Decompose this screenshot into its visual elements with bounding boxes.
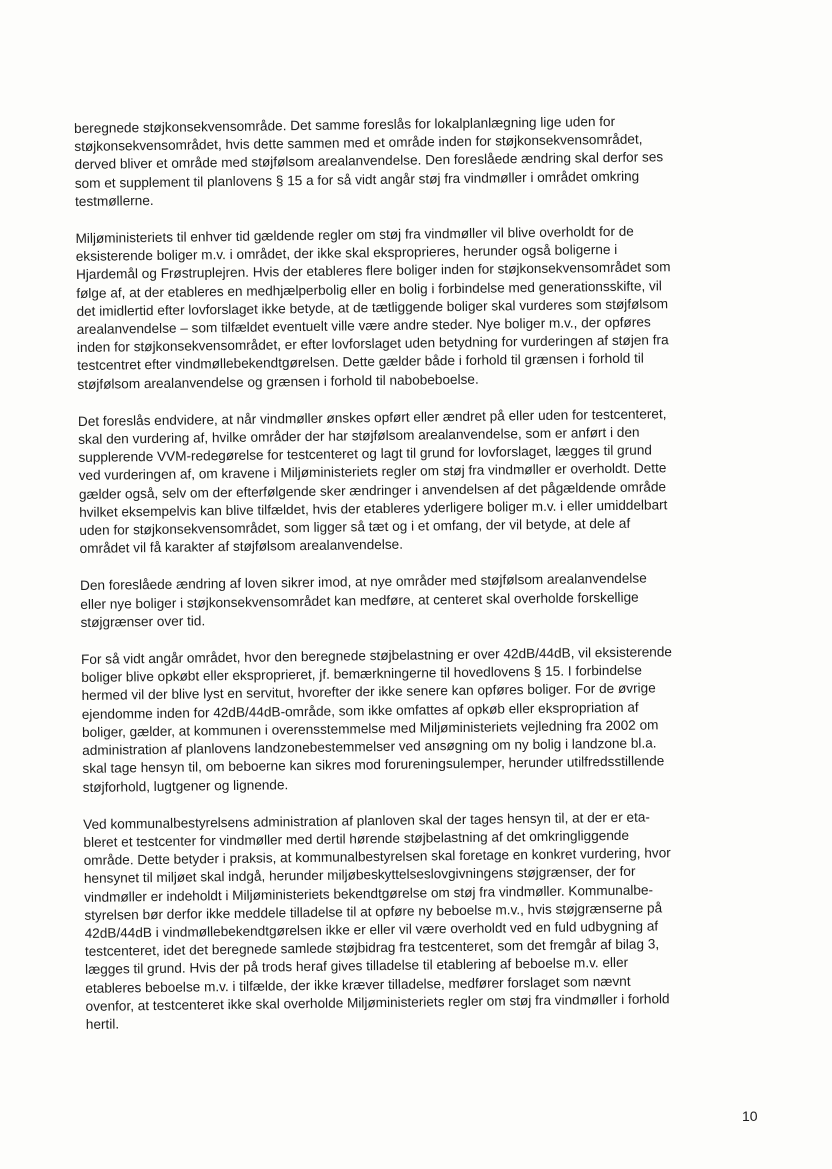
text-line: boliger, gælder, at kommunen i overensstemmelse med Miljøministeriets vejledning fra 2002 om	[81, 717, 659, 740]
text-line: området vil få karakter af støjfølsom arealanvendelse.	[79, 536, 404, 557]
text-line: arealanvendelse – som tilfældet eventuelt ville være andre steder. Nye boliger m.v., der opføres	[76, 314, 651, 338]
text-line: hvilket eksempelvis kan blive tilfældet, hvis der etableres yderligere boliger m.v. i eller umiddelbart	[79, 497, 668, 520]
text-line: testcenteret, idet det beregnede samlede støjbidrag fra testcenteret, som det fremgår af bilag 3,	[84, 936, 660, 960]
paragraph	[75, 221, 757, 394]
text-line: ejendomme inden for 42dB/44dB-område, som ikke omfattes af opkøb eller ekspropriation af	[81, 699, 639, 722]
paragraph	[78, 404, 760, 559]
text-line: bleret et testcenter for vindmøller med dertil hørende støjbelastning af det omkringliggende	[83, 827, 630, 850]
text-line: testmøllerne.	[74, 192, 154, 209]
text-line: derved bliver et område med støjfølsom arealanvendelse. Den foreslåede ændring skal derfor ses	[74, 149, 664, 173]
text-line: vindmøller er indeholdt i Miljøministeriets bekendtgørelse om støj fra vindmøller. Kommunalbe-	[84, 882, 654, 905]
text-line: boliger blive opkøbt eller eksproprieret, jf. bemærkningerne til hovedlovens § 15. I forbindelse	[81, 662, 643, 686]
text-line: etableres beboelse m.v. i tilfælde, der ikke kræver tilladelse, medfører forslaget som nævnt	[85, 973, 631, 996]
text-line: skal tage hensyn til, om beboerne kan sikres mod forureningsulemper, herunder utilfredsstillende	[82, 753, 665, 777]
text-line: Hjardemål og Frøstruplejren. Hvis der etableres flere boliger inden for støjkonsekvensområdet som	[75, 259, 671, 283]
text-line: eksisterende boliger m.v. i området, der ikke skal eksproprieres, herunder også boligerne i	[75, 242, 618, 265]
text-line: hensynet til miljøet skal indgå, herunder miljøbeskyttelseslovgivningens støjgrænser, der for	[83, 864, 636, 887]
page-number: 10	[742, 1108, 758, 1124]
text-line: Miljøministeriets til enhver tid gældende regler om støj fra vindmøller vil blive overholdt for de	[75, 223, 634, 247]
text-line: inden for støjkonsekvensområdet, er efter lovforslaget uden betydning for vurderingen af støjen fra	[76, 332, 669, 356]
text-line: det imidlertid efter lovforslaget ikke betyde, at de tætliggende boliger skal vurderes som støjfølsom	[76, 296, 669, 319]
text-line: gælder også, selv om der efterfølgende sker ændringer i anvendelsen af det pågældende område	[78, 478, 667, 502]
text-line: støjforhold, lugtgener og lignende.	[82, 776, 289, 795]
text-line: styrelsen bør derfor ikke meddele tilladelse til at opføre ny beboelse m.v., hvis støjgrænserne på	[84, 900, 663, 923]
text-line: støjkonsekvensområdet, hvis dette sammen med et område inden for støjkonsekvensområdet,	[74, 131, 643, 155]
text-line: administration af planlovens landzonebestemmelser ved ansøgning om ny bolig i landzone bl.a.	[82, 735, 657, 759]
text-line: støjgrænser over tid.	[80, 613, 206, 630]
text-line: som et supplement til planlovens § 15 a for så vidt angår støj fra vindmøller i området omkring	[74, 168, 640, 191]
body-text	[74, 111, 766, 1053]
text-line: beregnede støjkonsekvensområde. Det samme foreslås for lokalplanlægning lige uden for	[74, 113, 616, 136]
text-line: lægges til grund. Hvis der på trods heraf gives tilladelse til etablering af beboelse m.v. eller	[85, 955, 629, 978]
text-line: For så vidt angår området, hvor den beregnede støjbelastning er over 42dB/44dB, vil eksisterende	[80, 644, 673, 668]
text-line: hertil.	[85, 1016, 120, 1032]
text-line: Den foreslåede ændring af loven sikrer imod, at nye områder med støjfølsom arealanvendelse	[80, 571, 647, 594]
text-line: eller nye boliger i støjkonsekvensområdet kan medføre, at centeret skal overholde forskellige	[80, 589, 639, 612]
text-line: støjfølsom arealanvendelse og grænsen i forhold til nabobeboelse.	[77, 371, 479, 392]
text-line: følge af, at der etableres en medhjælperbolig eller en bolig i forbindelse med generationsskifte, vil	[76, 277, 662, 301]
text-line: Ved kommunalbestyrelsens administration af planloven skal der tages hensyn til, at der er eta-	[83, 809, 650, 832]
text-line: Det foreslås endvidere, at når vindmøller ønskes opført eller ændret på eller uden for testcenteret,	[77, 406, 667, 429]
paragraph	[81, 642, 763, 797]
text-line: uden for støjkonsekvensområdet, som ligger så tæt og i et omfang, der vil betyde, at dele af	[79, 515, 631, 539]
text-line: ved vurderingen af, om kravene i Miljøministeriets regler om støj fra vindmøller er overholdt. Dette	[78, 460, 667, 484]
text-line: skal den vurdering af, hvilke områder der har støjfølsom arealanvendelse, som er anført i den	[78, 424, 640, 448]
text-line: testcentret efter vindmøllebekendtgørelsen. Dette gælder både i forhold til grænsen i forhold til	[77, 350, 644, 374]
text-line: hermed vil der blive lyst en servitut, hvorefter der ikke senere kan opføres boliger. For de øvrige	[81, 680, 656, 704]
text-line: supplerende VVM-redegørelse for testcenteret og lagt til grund for lovforslaget, lægges til grund	[78, 442, 652, 466]
text-line: 42dB/44dB i vindmøllebekendtgørelsen ikke er eller vil være overholdt ved en fuld udbygning af	[84, 918, 659, 941]
paragraph	[74, 111, 755, 211]
text-line: område. Dette betyder i praksis, at kommunalbestyrelsen skal foretage en konkret vurdering, hvor	[83, 845, 671, 869]
text-line: ovenfor, at testcenteret ikke skal overholde Miljøministeriets regler om støj fra vindmøller i forhold	[85, 991, 670, 1014]
paragraph	[80, 569, 761, 633]
paragraph	[83, 807, 766, 1034]
